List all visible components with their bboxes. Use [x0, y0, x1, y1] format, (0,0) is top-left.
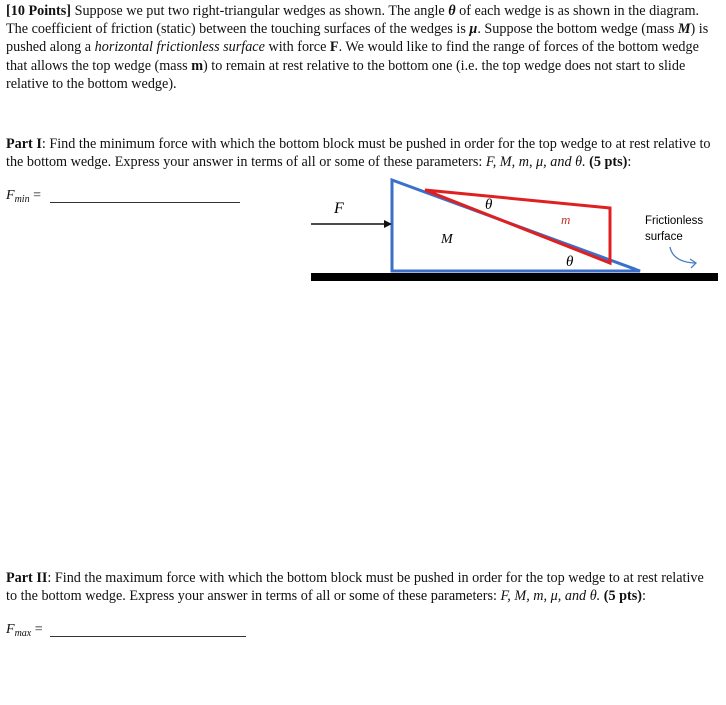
ground-surface	[311, 273, 718, 281]
angle-top-label: θ	[485, 197, 493, 213]
fmin-answer: $F_{min}$ =	[6, 188, 41, 205]
part-one-label: Part I	[6, 136, 42, 152]
force-label: F	[334, 200, 344, 217]
frictionless-label-2: surface	[645, 231, 683, 243]
part-two-label: Part II	[6, 570, 48, 586]
fmax-answer-blank[interactable]	[50, 636, 246, 637]
part-two-question: Part II: Find the maximum force with which the bottom block must be pushed in order for the top wedge to at rest relative to the bottom wedge. Express your answer in terms of all or some of these parameters: F, M, m, μ, and θ. (5 pts):	[6, 570, 704, 605]
part-one-question: Part I: Find the minimum force with which the bottom block must be pushed in order for the top wedge to at rest relative to the bottom wedge. Express your answer in terms of all or some of these parameters: F, M, m, μ, and θ. (5 pts):	[6, 136, 711, 171]
fmax-answer: $F_{max}$ =	[6, 622, 43, 639]
angle-bottom-label: θ	[566, 254, 574, 270]
points-label: [10 Points]	[6, 3, 72, 19]
frictionless-label-1: Frictionless	[645, 215, 704, 227]
top-wedge	[425, 190, 610, 263]
problem-intro: [10 Points] Suppose we put two right-triangular wedges as shown. The angle θ of each wedge is as shown in the diagram. The coefficient of friction (static) between the touching surfaces of the wedges is μ. Suppose the bottom wedge (mass M) is pushed along a horizontal frictionless surface with force F. We would like to find the range of forces of the bottom wedge that allows the top wedge (mass m) to remain at rest relative to the bottom one (i.e. the top wedge does not start to slide relative to the bottom wedge).	[6, 3, 709, 92]
top-mass-label: m	[561, 212, 571, 227]
bottom-mass-label: M	[441, 232, 453, 247]
